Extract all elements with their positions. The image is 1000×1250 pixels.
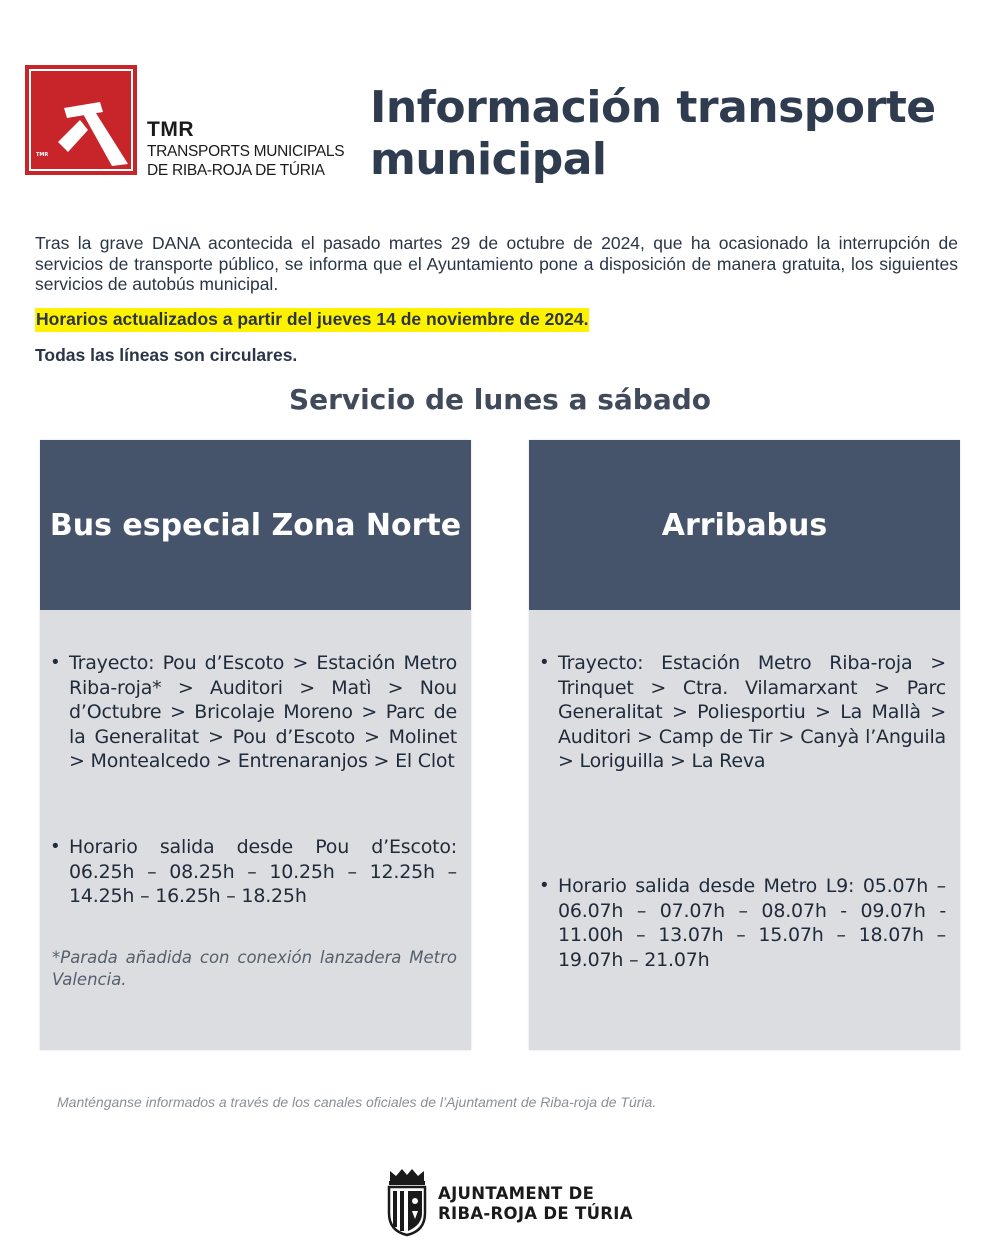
bullet-icon: • [541,652,548,673]
highlight-line [35,309,589,330]
card-arribabus [529,440,960,1050]
ajuntament-line-1: AJUNTAMENT DE [438,1184,595,1203]
card-title: Bus especial Zona Norte [49,507,462,543]
bullet-icon: • [52,836,59,857]
tmr-logo [25,65,137,175]
card-title: Arribabus [661,507,828,543]
intro-paragraph: Tras la grave DANA acontecida el pasado martes 29 de octubre de 2024, que ha ocasionado la interrupción de servicios de transporte público, se informa que el Ayuntamiento pone a disposición de manera gratuita, los siguientes servicios de autobús municipal. [35,233,958,294]
tmr-line-1: TRANSPORTS MUNICIPALS [147,143,345,160]
card-header [40,440,471,610]
tmr-brand: TMR [147,118,194,141]
ajuntament-logo [386,1167,428,1242]
footer-note: Manténganse informados a través de los canales oficiales de l’Ajuntament de Riba-roja de Túria. [57,1094,657,1110]
route-text: Trayecto: Estación Metro Riba-roja > Trinquet > Ctra. Vilamarxant > Parc Generalitat > Poliesportiu > La Mallà > Auditori > Camp de Tir > Canyà l’Anguila > Loriguilla > La Reva [558,652,946,772]
tmr-wordmark [147,118,344,180]
card-header [529,440,960,610]
coat-of-arms-icon [386,1167,428,1237]
cut-off-logo-fragment [386,1243,616,1250]
page-title-line-2: municipal [370,134,607,185]
schedule-text: Horario salida desde Metro L9: 05.07h – 06.07h – 07.07h – 08.07h - 09.07h - 11.00h – 13.07h – 15.07h – 18.07h – 19.07h – 21.07h [558,875,946,971]
card-bus-zona-norte [40,440,471,1050]
ajuntament-wordmark [438,1184,633,1224]
stop-note: *Parada añadida con conexión lanzadera Metro Valencia. [52,948,457,989]
updated-schedule-notice: Horarios actualizados a partir del jueves 14 de noviembre de 2024. [35,308,589,332]
logo-small-text: TMR [36,152,49,158]
page-title [370,82,970,186]
circular-lines-notice: Todas las líneas son circulares. [35,345,298,365]
ajuntament-line-2: RIBA-ROJA DE TÚRIA [438,1204,633,1223]
service-title: Servicio de lunes a sábado [288,383,712,416]
bullet-icon: • [52,652,59,673]
bullet-icon: • [541,875,548,896]
page-title-line-1: Información transporte [370,82,936,133]
tmr-line-2: DE RIBA-ROJA DE TÚRIA [147,162,325,179]
route-text: Trayecto: Pou d’Escoto > Estación Metro Riba-roja* > Auditori > Matì > Nou d’Octubre > Bricolaje Moreno > Parc de la Generalitat > Pou d’Escoto > Molinet > Montealcedo > Entrenaranjos > El Clot [69,652,457,772]
schedule-text: Horario salida desde Pou d’Escoto: 06.25h – 08.25h – 10.25h – 12.25h – 14.25h – 16.25h – 18.25h [69,836,457,907]
